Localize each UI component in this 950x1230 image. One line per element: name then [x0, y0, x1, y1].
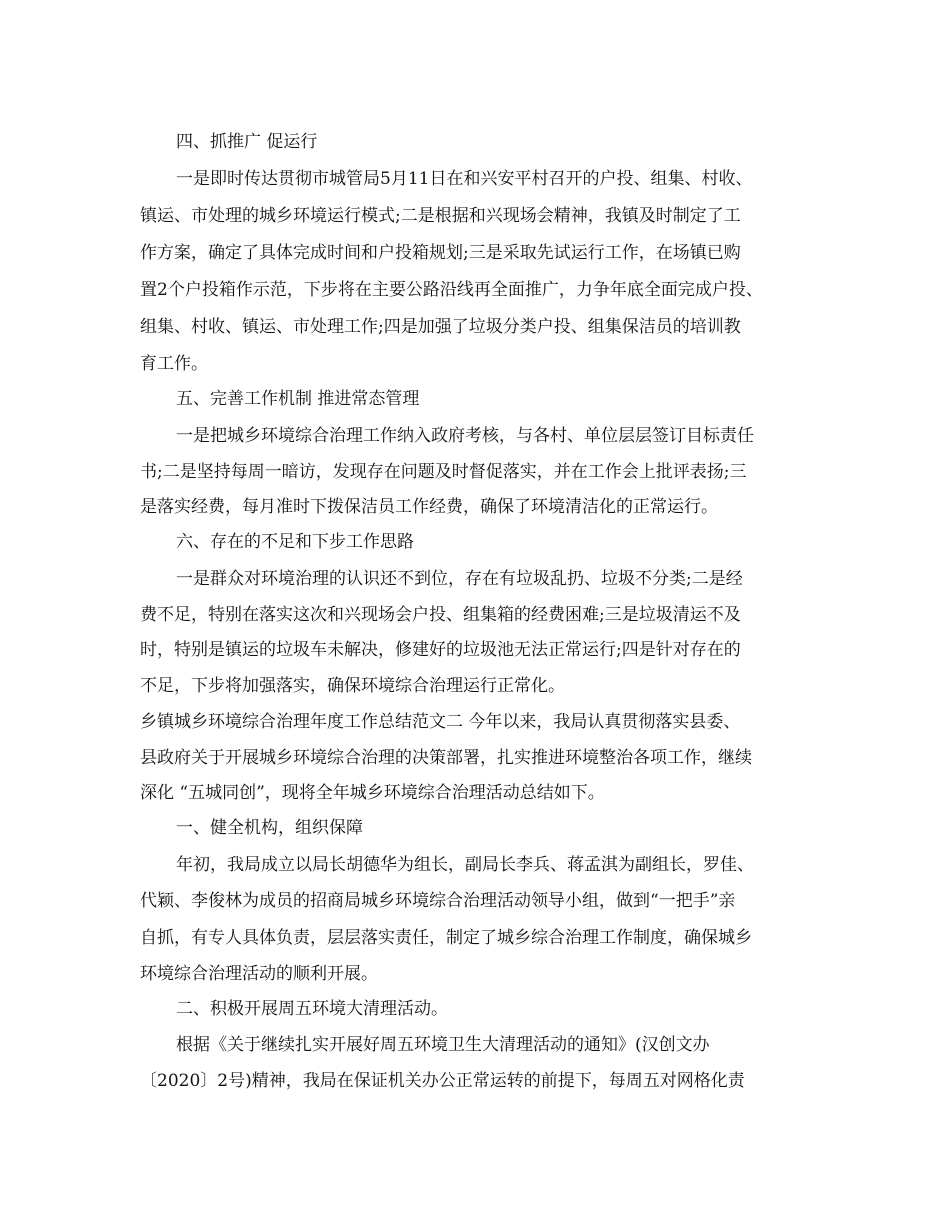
- section-heading: 六、存在的不足和下步工作思路: [176, 532, 414, 552]
- paragraph-line: 是落实经费，每月准时下拨保洁员工作经费，确保了环境清洁化的正常运行。: [140, 497, 718, 517]
- paragraph-line: 作方案，确定了具体完成时间和户投箱规划;三是采取先试运行工作，在场镇已购: [140, 243, 741, 263]
- paragraph-line: 一是群众对环境治理的认识还不到位，存在有垃圾乱扔、垃圾不分类;二是经: [176, 569, 743, 589]
- paragraph-line: 镇运、市处理的城乡环境运行模式;二是根据和兴现场会精神，我镇及时制定了工: [140, 206, 741, 226]
- paragraph-line: 根据《关于继续扎实开展好周五环境卫生大清理活动的通知》(汉创文办: [176, 1035, 710, 1055]
- paragraph-line: 时，特别是镇运的垃圾车未解决，修建好的垃圾池无法正常运行;四是针对存在的: [140, 640, 741, 660]
- paragraph-line: 书;二是坚持每周一暗访，发现存在问题及时督促落实，并在工作会上批评表扬;三: [140, 462, 747, 482]
- paragraph-line: 深化 “五城同创”，现将全年城乡环境综合治理活动总结如下。: [140, 783, 605, 803]
- paragraph-line: 自抓，有专人具体负责，层层落实责任，制定了城乡综合治理工作制度，确保城乡: [140, 928, 752, 948]
- section-heading: 一、健全机构，组织保障: [176, 818, 363, 838]
- paragraph-line: 乡镇城乡环境综合治理年度工作总结范文二 今年以来，我局认真贯彻落实县委、: [140, 712, 741, 732]
- paragraph-line: 置2个户投箱作示范，下步将在主要公路沿线再全面推广，力争年底全面完成户投、: [140, 280, 763, 300]
- paragraph-line: 〔2020〕2号)精神，我局在保证机关办公正常运转的前提下，每周五对网格化责: [140, 1071, 745, 1091]
- paragraph-line: 组集、村收、镇运、市处理工作;四是加强了垃圾分类户投、组集保洁员的培训教: [140, 317, 741, 337]
- paragraph-line: 育工作。: [140, 354, 208, 374]
- paragraph-line: 费不足，特别在落实这次和兴现场会户投、组集箱的经费困难;三是垃圾清运不及: [140, 605, 741, 625]
- section-heading: 二、积极开展周五环境大清理活动。: [176, 999, 448, 1019]
- paragraph-line: 代颖、李俊林为成员的招商局城乡环境综合治理活动领导小组，做到“一把手”亲: [140, 891, 736, 911]
- paragraph-line: 年初，我局成立以局长胡德华为组长，副局长李兵、蒋孟淇为副组长，罗佳、: [176, 855, 754, 875]
- paragraph-line: 一是把城乡环境综合治理工作纳入政府考核，与各村、单位层层签订目标责任: [176, 426, 754, 446]
- paragraph-line: 县政府关于开展城乡环境综合治理的决策部署，扎实推进环境整治各项工作，继续: [140, 748, 752, 768]
- paragraph-line: 环境综合治理活动的顺利开展。: [140, 964, 378, 984]
- section-heading: 五、完善工作机制 推进常态管理: [176, 389, 420, 409]
- paragraph-line: 不足，下步将加强落实，确保环境综合治理运行正常化。: [140, 676, 565, 696]
- paragraph-line: 一是即时传达贯彻市城管局5月11日在和兴安平村召开的户投、组集、村收、: [176, 169, 753, 189]
- section-heading: 四、抓推广 促运行: [176, 132, 318, 152]
